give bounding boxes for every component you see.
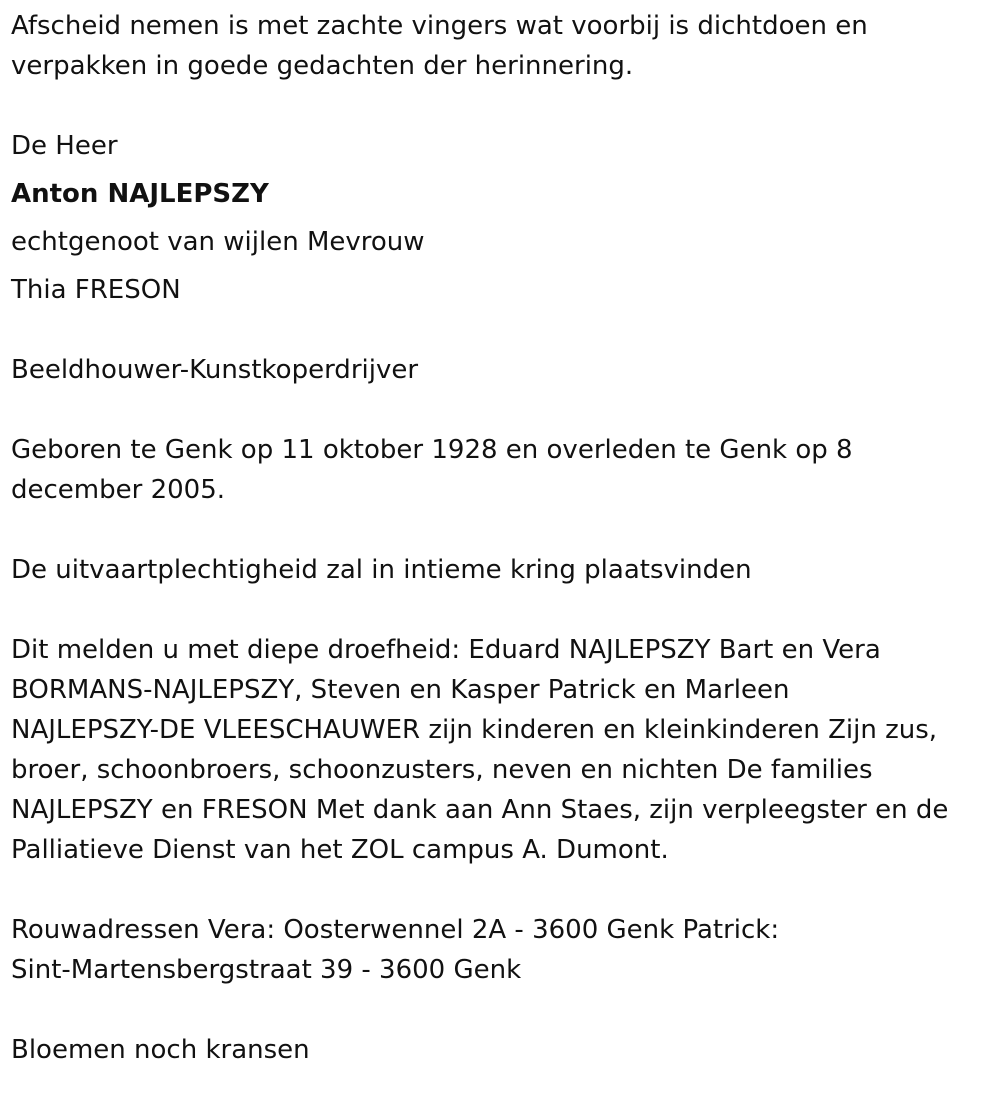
spouse-name: Thia FRESON [11,275,181,305]
birth-death-line: Geboren te Genk op 11 oktober 1928 en overleden te Genk op 8 [11,435,853,465]
announcers-line: BORMANS-NAJLEPSZY, Steven en Kasper Patrick en Marleen [11,675,790,705]
announcers-line: NAJLEPSZY-DE VLEESCHAUWER zijn kinderen en kleinkinderen Zijn zus, [11,715,938,745]
flowers-block [11,1030,986,1070]
profession: Beeldhouwer-Kunstkoperdrijver [11,355,419,385]
profession-block [11,350,986,390]
birth-death [11,430,986,510]
deceased-block [11,126,986,310]
deceased-name: Anton NAJLEPSZY [11,179,269,209]
announcers [11,630,986,870]
flowers-note: Bloemen noch kransen [11,1035,310,1065]
obituary-notice [11,6,986,1110]
announcers-line: broer, schoonbroers, schoonzusters, neven en nichten De families [11,755,873,785]
announcers-line: NAJLEPSZY en FRESON Met dank aan Ann Staes, zijn verpleegster en de [11,795,949,825]
addresses [11,910,986,990]
motto [11,6,986,86]
birth-death-line: december 2005. [11,475,226,505]
ceremony-block [11,550,986,590]
motto-line: verpakken in goede gedachten der herinnering. [11,51,634,81]
honorific: De Heer [11,131,118,161]
ceremony-text: De uitvaartplechtigheid zal in intieme kring plaatsvinden [11,555,752,585]
spouse-intro: echtgenoot van wijlen Mevrouw [11,227,425,257]
address-line: Rouwadressen Vera: Oosterwennel 2A - 3600 Genk Patrick: [11,915,780,945]
address-line: Sint-Martensbergstraat 39 - 3600 Genk [11,955,522,985]
announcers-line: Dit melden u met diepe droefheid: Eduard NAJLEPSZY Bart en Vera [11,635,881,665]
announcers-line: Palliatieve Dienst van het ZOL campus A. Dumont. [11,835,669,865]
motto-line: Afscheid nemen is met zachte vingers wat voorbij is dichtdoen en [11,11,868,41]
